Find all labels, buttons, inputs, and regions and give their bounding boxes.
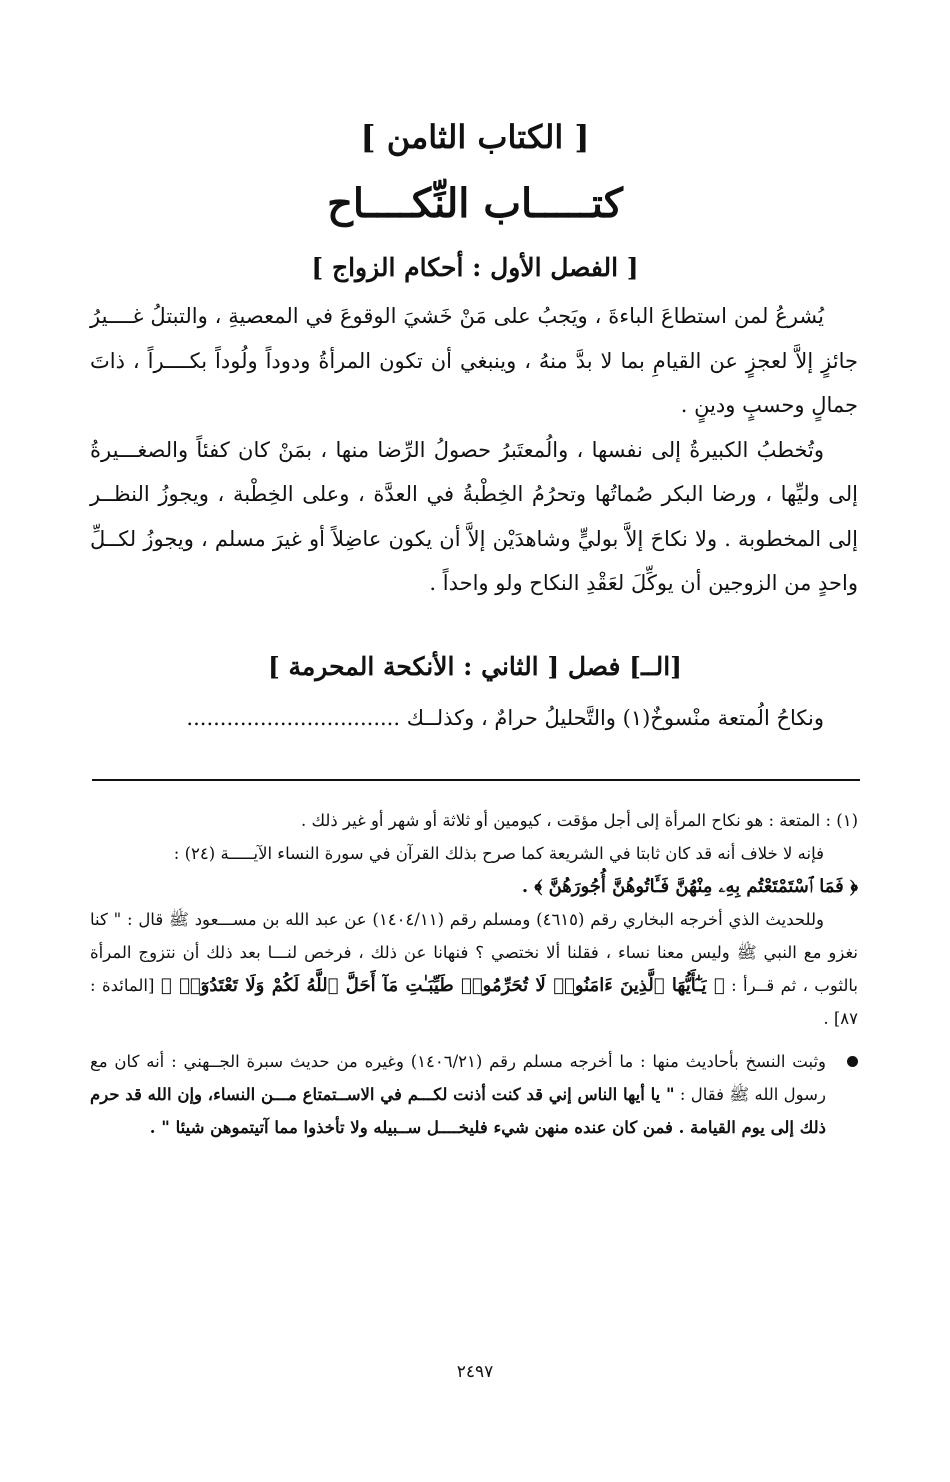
footnote-separator — [92, 779, 860, 781]
footnote — [90, 804, 858, 1144]
footnote-paragraph-2-text: وللحديث الذي أخرجه البخاري رقم (٤٦١٥) ومسلم رقم (١٤٠٤/١١) عن عبد الله بن مســـعود ﷺ قال : " كنا نغزو مع النبي ﷺ وليس معنا نساء ، فقلنا ألا نختصي ؟ فنهانا عن ذلك ، فرخص لنـــا بعد ذلك أن نتزوج المرأة بالثوب ، ثم قــرأ : — [90, 910, 858, 995]
section1-paragraph-1: يُشرعُ لمن استطاعَ الباءةَ ، ويَجبُ على مَنْ خَشيَ الوقوعَ في المعصيةِ ، والتبتلُ غــــيرُ جائزٍ إلاَّ لعجزٍ عن القيامِ بما لا بدَّ منهُ ، وينبغي أن تكون المرأةُ ودوداً ولُوداً بكــــراً ، ذاتَ جمالٍ وحسبٍ ودينٍ . — [90, 304, 858, 417]
section1-heading: [ الفصل الأول : أحكام الزواج ] — [311, 253, 639, 282]
section1-paragraph-2: وتُخطبُ الكبيرةُ إلى نفسها ، والُمعتَبرُ حصولُ الرِّضا منها ، بمَنْ كان كفئاً والصغـــيرةُ إلى وليِّها ، ورضا البكر صُماتُها وتحرُمُ الخِطْبةُ في العدَّة ، وعلى الخِطْبة ، ويجوزُ النظــر إلى المخطوبة . ولا نكاحَ إلاَّ بوليٍّ وشاهدَيْن إلاَّ أن يكون عاضِلاً أو غيرَ مسلم ، ويجوزُ لكــلِّ واحدٍ من الزوجين أن يوكِّلَ لعَقْدِ النكاح ولو واحداً . — [90, 437, 858, 595]
footnote-bullet-text: وثبت النسخ بأحاديث منها : ما أخرجه مسلم رقم (١٤٠٦/٢١) وغيره من حديث سبرة الجــهني : أنه كان مع رسول الله ﷺ فقال : — [90, 1052, 827, 1104]
book-heading: [ الكتاب الثامن ] — [360, 118, 590, 156]
footnote-bullet-hadith: " يا أيها الناس إني قد كنت أذنت لكـــم في الاســتمتاع مـــن النساء، وإن الله قد حرم ذلك إلى يوم القيامة . فمن كان عنده منهن شيء فليخــــل ســبيله ولا تأخذوا مما آتيتموهن شيئا " . — [90, 1085, 826, 1137]
section1-body — [90, 294, 858, 606]
quran-verse-2: ﴿ يَـٰٓأَيُّهَا ٱلَّذِينَ ءَامَنُوا۟ لَا تُحَرِّمُوا۟ طَيِّبَـٰتِ مَآ أَحَلَّ ٱللَّهُ لَكُمْ وَلَا تَعْتَدُوٓا۟ ﴾ — [160, 975, 725, 996]
section2-heading: [الــ] فصل [ الثاني : الأنكحة المحرمة ] — [267, 652, 682, 681]
bullet-icon — [847, 1056, 858, 1067]
section2-body — [90, 696, 858, 741]
quran-verse-1: ﴿ فَمَا ٱسْتَمْتَعْتُم بِهِۦ مِنْهُنَّ فَـَٔاتُوهُنَّ أُجُورَهُنَّ ﴾ . — [521, 876, 858, 897]
section2-paragraph: ونكاحُ الُمتعة منْسوخٌ(١) والتَّحليلُ حرامٌ ، وكذلــك ................................ — [186, 706, 824, 730]
book-title: كتـــــاب النِّكــــاح — [327, 180, 623, 227]
footnote-line-1: (١) : المتعة : هو نكاح المرأة إلى أجل مؤقت ، كيومين أو ثلاثة أو شهر أو غير ذلك . — [300, 811, 858, 830]
footnote-bullet-item — [90, 1045, 858, 1144]
footnote-line-2: فإنه لا خلاف أنه قد كان ثابتا في الشريعة كما صرح بذلك القرآن في سورة النساء الآيـــــة (٢٤) : — [173, 844, 824, 863]
page-number: ٢٤٩٧ — [456, 1362, 494, 1382]
quran-verse-2-reference: [المائدة : ٨٧] . — [90, 976, 858, 1028]
footnote-paragraph-2 — [90, 903, 858, 1035]
